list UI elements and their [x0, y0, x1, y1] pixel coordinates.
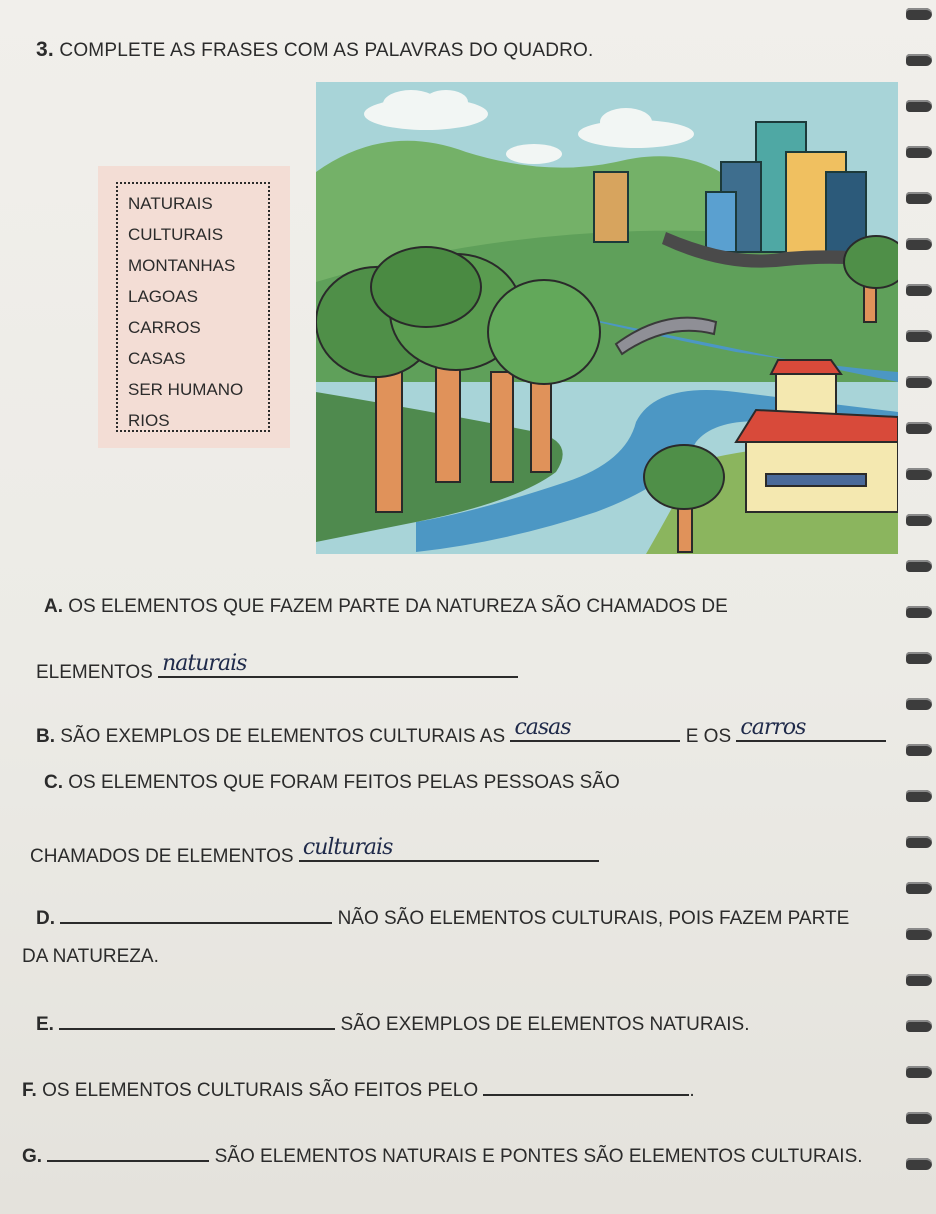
spiral-ring — [906, 54, 932, 66]
question-g — [22, 1142, 863, 1168]
question-d — [36, 904, 849, 930]
answer-blank-d[interactable] — [60, 904, 332, 924]
question-letter: B. — [36, 726, 55, 747]
spiral-ring — [906, 652, 932, 664]
handwritten-answer: casas — [514, 715, 571, 740]
spiral-ring — [906, 974, 932, 986]
spiral-ring — [906, 606, 932, 618]
question-text: OS ELEMENTOS QUE FORAM FEITOS PELAS PESSOAS SÃO — [68, 772, 620, 793]
question-letter: D. — [36, 908, 55, 929]
question-letter: F. — [22, 1080, 37, 1101]
spiral-ring — [906, 836, 932, 848]
question-text: CHAMADOS DE ELEMENTOS — [30, 846, 294, 867]
question-text: ELEMENTOS — [36, 662, 153, 683]
word-item: CARROS — [128, 318, 201, 337]
spiral-ring — [906, 192, 932, 204]
answer-blank-b1[interactable] — [510, 715, 680, 742]
word-list — [128, 188, 243, 436]
question-d-line2 — [22, 946, 159, 968]
answer-blank-a[interactable] — [158, 651, 518, 678]
spiral-ring — [906, 422, 932, 434]
question-text: NÃO SÃO ELEMENTOS CULTURAIS, POIS FAZEM PARTE — [337, 908, 850, 929]
question-text: SÃO EXEMPLOS DE ELEMENTOS CULTURAIS AS — [60, 726, 506, 747]
question-text: SÃO EXEMPLOS DE ELEMENTOS NATURAIS. — [340, 1014, 750, 1035]
word-item: RIOS — [128, 411, 170, 430]
spiral-ring — [906, 1066, 932, 1078]
spiral-ring — [906, 698, 932, 710]
word-item: MONTANHAS — [128, 256, 236, 275]
question-text: DA NATUREZA. — [22, 946, 159, 967]
landscape-illustration — [316, 82, 898, 554]
question-text: SÃO ELEMENTOS NATURAIS E PONTES SÃO ELEMENTOS CULTURAIS. — [214, 1146, 863, 1167]
answer-blank-g[interactable] — [47, 1142, 209, 1162]
spiral-ring — [906, 1020, 932, 1032]
question-c — [44, 772, 620, 794]
spiral-ring — [906, 744, 932, 756]
exercise-instruction: COMPLETE AS FRASES COM AS PALAVRAS DO QUADRO. — [59, 40, 594, 61]
answer-blank-c[interactable] — [299, 835, 599, 862]
question-text: E OS — [685, 726, 732, 747]
spiral-ring — [906, 1112, 932, 1124]
spiral-ring — [906, 560, 932, 572]
answer-blank-e[interactable] — [59, 1010, 335, 1030]
spiral-binding — [896, 0, 936, 1214]
question-e — [36, 1010, 749, 1036]
question-text: OS ELEMENTOS QUE FAZEM PARTE DA NATUREZA SÃO CHAMADOS DE — [68, 596, 728, 617]
spiral-ring — [906, 928, 932, 940]
word-item: SER HUMANO — [128, 380, 244, 399]
question-c-line2 — [30, 835, 599, 868]
exercise-heading — [36, 38, 594, 62]
word-box — [98, 166, 290, 448]
spiral-ring — [906, 1158, 932, 1170]
question-text: OS ELEMENTOS CULTURAIS SÃO FEITOS PELO — [42, 1080, 479, 1101]
question-letter: G. — [22, 1146, 43, 1167]
question-b — [36, 715, 886, 748]
spiral-ring — [906, 790, 932, 802]
spiral-ring — [906, 146, 932, 158]
question-text: . — [689, 1080, 695, 1101]
spiral-ring — [906, 8, 932, 20]
handwritten-answer: carros — [740, 715, 806, 740]
word-item: CASAS — [128, 349, 186, 368]
question-a — [44, 596, 728, 618]
handwritten-answer: naturais — [162, 651, 247, 676]
handwritten-answer: culturais — [302, 835, 393, 860]
spiral-ring — [906, 468, 932, 480]
answer-blank-f[interactable] — [483, 1076, 689, 1096]
question-f — [22, 1076, 695, 1102]
exercise-number: 3. — [36, 38, 54, 61]
spiral-ring — [906, 514, 932, 526]
word-item: LAGOAS — [128, 287, 198, 306]
word-item: NATURAIS — [128, 194, 213, 213]
spiral-ring — [906, 376, 932, 388]
question-letter: C. — [44, 772, 63, 793]
question-letter: A. — [44, 596, 63, 617]
spiral-ring — [906, 882, 932, 894]
spiral-ring — [906, 238, 932, 250]
spiral-ring — [906, 284, 932, 296]
question-a-line2 — [36, 651, 518, 684]
answer-blank-b2[interactable] — [736, 715, 886, 742]
spiral-ring — [906, 100, 932, 112]
question-letter: E. — [36, 1014, 54, 1035]
spiral-ring — [906, 330, 932, 342]
word-item: CULTURAIS — [128, 225, 224, 244]
